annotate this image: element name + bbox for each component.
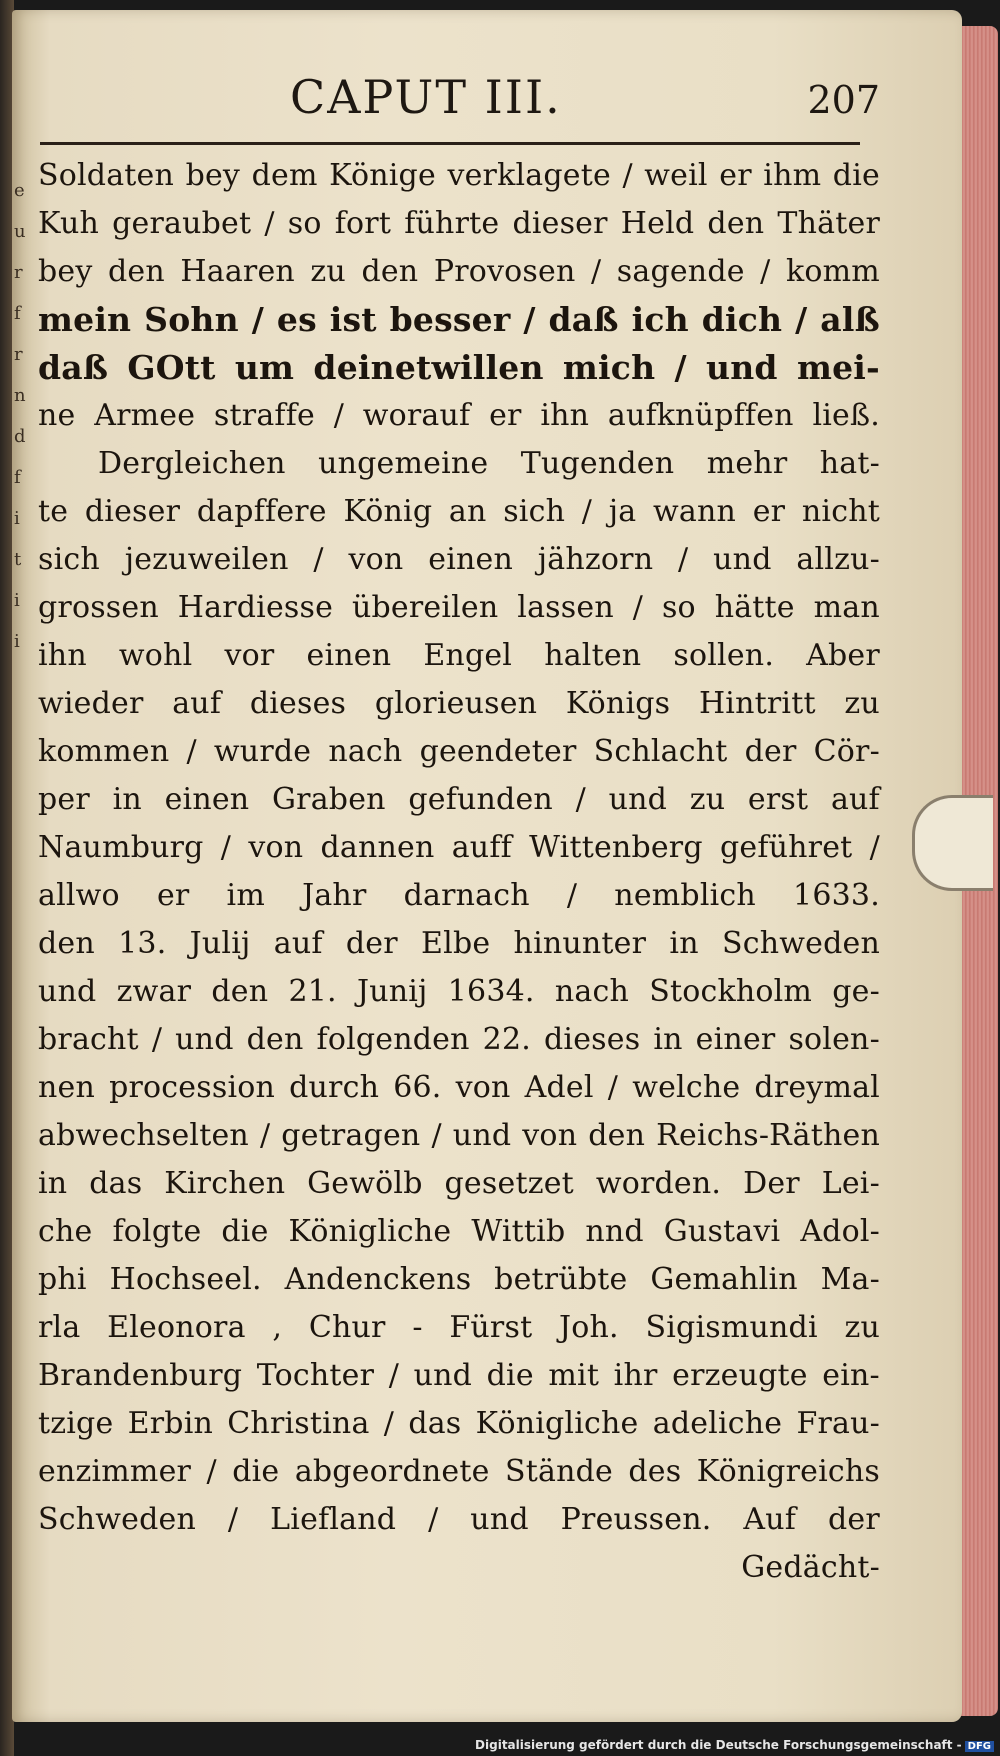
digitization-credit (475, 1738, 994, 1752)
text-line: kommen / wurde nach geendeter Schlacht der Cör- (38, 734, 880, 769)
margin-mark: i (14, 631, 20, 652)
text-line: daß GOtt um deinetwillen mich / und mei- (38, 348, 880, 387)
text-line: Soldaten bey dem Könige verklagete / weil er ihm die (38, 158, 880, 193)
margin-mark: t (14, 549, 22, 570)
catchword: Gedächt- (741, 1550, 880, 1585)
text-line: te dieser dapffere König an sich / ja wann er nicht (38, 494, 880, 529)
margin-mark: d (14, 426, 26, 447)
margin-mark: f (14, 303, 21, 324)
text-line: und zwar den 21. Junij 1634. nach Stockholm ge- (38, 974, 880, 1009)
margin-mark: r (14, 344, 23, 365)
text-line: per in einen Graben gefunden / und zu erst auf (38, 782, 880, 817)
text-line: Dergleichen ungemeine Tugenden mehr hat- (98, 446, 880, 481)
margin-mark: e (14, 180, 25, 201)
text-line: sich jezuweilen / von einen jähzorn / und allzu- (38, 542, 880, 577)
text-line: Brandenburg Tochter / und die mit ihr erzeugte ein- (38, 1358, 880, 1393)
text-line: Naumburg / von dannen auff Wittenberg geführet / (38, 830, 880, 865)
text-line: grossen Hardiesse übereilen lassen / so hätte man (38, 590, 880, 625)
dfg-logo: DFG (965, 1741, 994, 1752)
text-line: bey den Haaren zu den Provosen / sagende / komm (38, 254, 880, 289)
margin-marks (14, 170, 36, 662)
running-head (40, 70, 880, 140)
book-clasp (912, 795, 993, 891)
text-line: den 13. Julij auf der Elbe hinunter in Schweden (38, 926, 880, 961)
text-line: ne Armee straffe / worauf er ihn aufknüpffen ließ. (38, 398, 880, 433)
text-line: Schweden / Liefland / und Preussen. Auf der (38, 1502, 880, 1537)
chapter-title: CAPUT III. (290, 70, 562, 124)
text-line: Kuh geraubet / so fort führte dieser Held den Thäter (38, 206, 880, 241)
text-line: enzimmer / die abgeordnete Stände des Königreichs (38, 1454, 880, 1489)
text-line: allwo er im Jahr darnach / nemblich 1633. (38, 878, 880, 913)
margin-mark: r (14, 262, 23, 283)
text-line: in das Kirchen Gewölb gesetzet worden. Der Lei- (38, 1166, 880, 1201)
margin-mark: u (14, 221, 26, 242)
text-line: rla Eleonora , Chur - Fürst Joh. Sigismundi zu (38, 1310, 880, 1345)
margin-mark: i (14, 508, 20, 529)
page-number: 207 (807, 78, 880, 122)
margin-mark: f (14, 467, 21, 488)
body-text (38, 152, 880, 1592)
text-line: tzige Erbin Christina / das Königliche adeliche Frau- (38, 1406, 880, 1441)
margin-mark: i (14, 590, 20, 611)
text-line: phi Hochseel. Andenckens betrübte Gemahlin Ma- (38, 1262, 880, 1297)
text-line: nen procession durch 66. von Adel / welche dreymal (38, 1070, 880, 1105)
text-line: abwechselten / getragen / und von den Reichs-Räthen (38, 1118, 880, 1153)
text-line: mein Sohn / es ist besser / daß ich dich / alß (38, 300, 880, 339)
credit-text: Digitalisierung gefördert durch die Deutsche Forschungsgemeinschaft - (475, 1738, 962, 1752)
text-line: che folgte die Königliche Wittib nnd Gustavi Adol- (38, 1214, 880, 1249)
margin-mark: n (14, 385, 26, 406)
text-line: bracht / und den folgenden 22. dieses in einer solen- (38, 1022, 880, 1057)
text-line: ihn wohl vor einen Engel halten sollen. Aber (38, 638, 880, 673)
header-rule (40, 142, 860, 145)
text-line: wieder auf dieses glorieusen Königs Hintritt zu (38, 686, 880, 721)
